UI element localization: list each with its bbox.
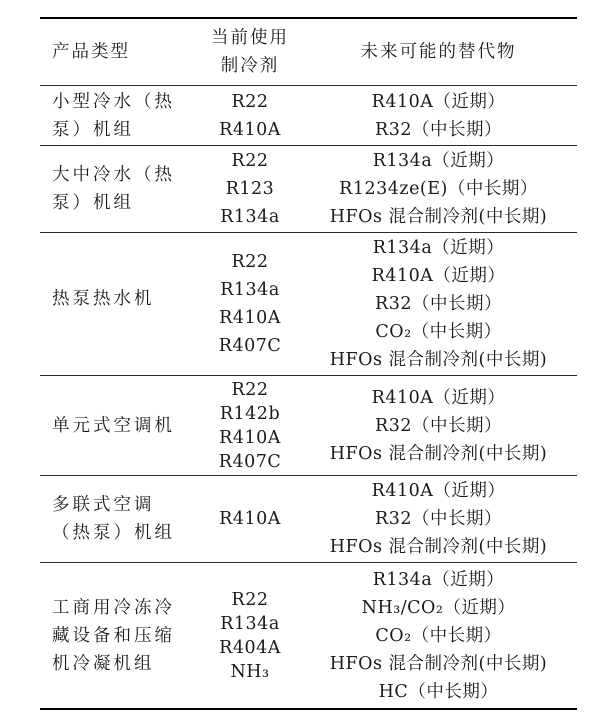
future-alternatives-cell: R134a（近期） R410A（近期） R32（中长期） CO₂（中长期） HFOs 混合制冷剂(中长期) xyxy=(329,238,548,370)
table-bottom-rule xyxy=(40,708,577,710)
product-type-cell: 大中冷水（热 泵）机组 xyxy=(52,165,175,213)
table-row xyxy=(40,376,577,476)
product-type-cell: 多联式空调 （热泵）机组 xyxy=(52,495,175,543)
table-row xyxy=(40,146,577,233)
current-refrigerant-cell: R22 R410A xyxy=(219,91,281,140)
table-row xyxy=(40,233,577,376)
product-type-cell: 工商用冷冻冷 藏设备和压缩 机冷凝机组 xyxy=(52,597,175,674)
product-type-cell: 单元式空调机 xyxy=(52,415,175,436)
future-alternatives-cell: R134a（近期） NH₃/CO₂（近期） CO₂（中长期） HFOs 混合制冷剂(中长期) HC（中长期） xyxy=(329,569,548,702)
table-row xyxy=(40,563,577,708)
current-refrigerant-cell: R22 R123 R134a xyxy=(220,151,280,227)
current-refrigerant-cell: R22 R134a R404A NH₃ xyxy=(219,589,281,682)
product-type-cell: 小型冷水（热 泵）机组 xyxy=(52,91,175,140)
header-current-refrigerant: 当前使用 制冷剂 xyxy=(211,28,289,76)
header-product-type: 产品类型 xyxy=(52,42,130,62)
current-refrigerant-cell: R22 R134a R410A R407C xyxy=(218,252,282,356)
current-refrigerant-cell: R22 R142b R410A R407C xyxy=(218,379,282,472)
table-header-row xyxy=(40,19,577,86)
future-alternatives-cell: R410A（近期） R32（中长期） xyxy=(371,91,506,140)
current-refrigerant-cell: R410A xyxy=(219,509,281,529)
future-alternatives-cell: R134a（近期） R1234ze(E)（中长期） HFOs 混合制冷剂(中长期) xyxy=(329,151,548,227)
header-future-alternatives: 未来可能的替代物 xyxy=(360,42,517,62)
future-alternatives-cell: R410A（近期） R32（中长期） HFOs 混合制冷剂(中长期) xyxy=(329,387,548,464)
future-alternatives-cell: R410A（近期） R32（中长期） HFOs 混合制冷剂(中长期) xyxy=(329,481,548,557)
table-row xyxy=(40,476,577,563)
table-row xyxy=(40,86,577,146)
product-type-cell: 热泵热水机 xyxy=(52,289,155,309)
